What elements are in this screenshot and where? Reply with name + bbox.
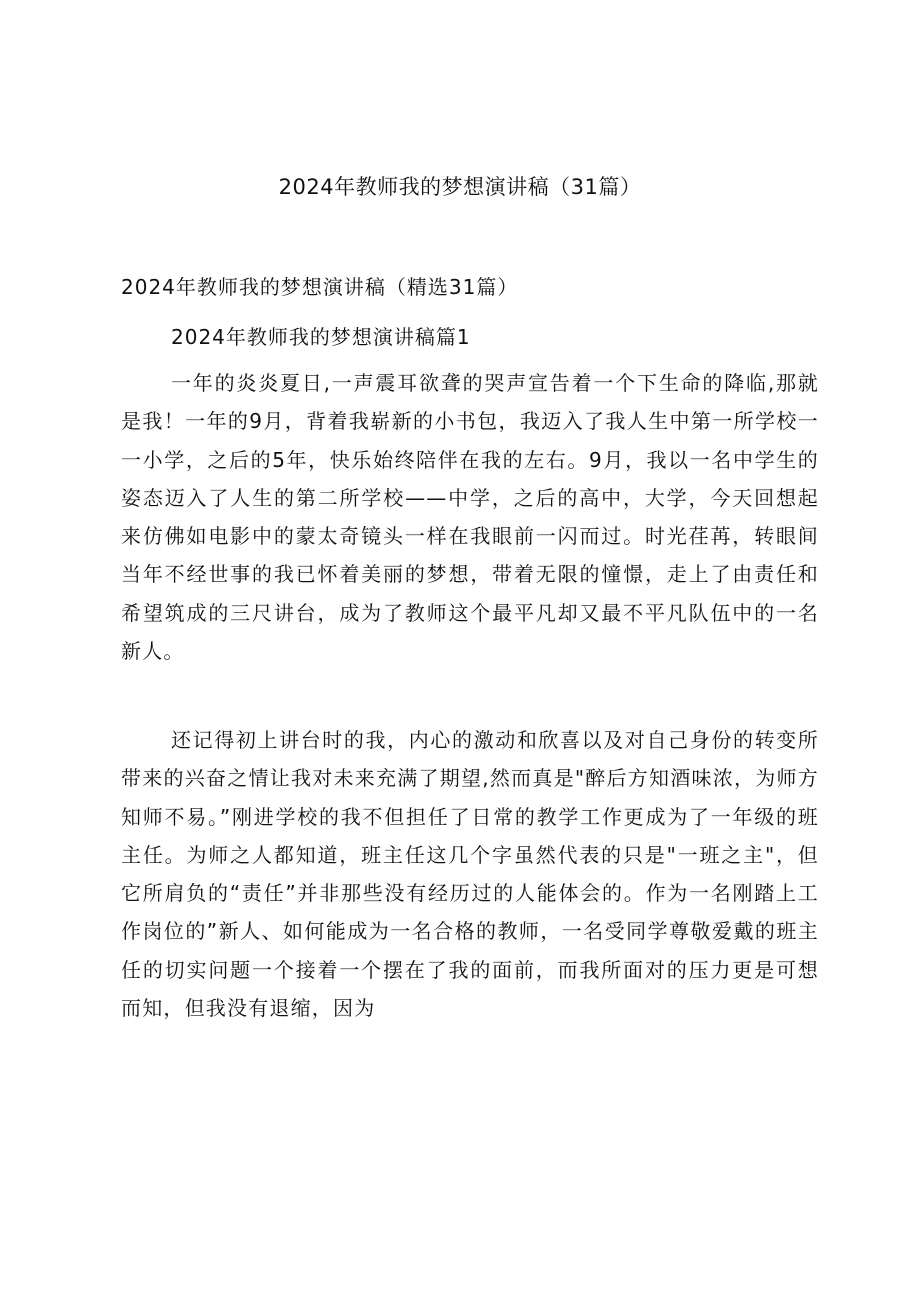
document-subtitle: 2024年教师我的梦想演讲稿（精选31篇） — [121, 275, 519, 299]
body-paragraph-1: 一年的炎炎夏日,一声震耳欲聋的哭声宣告着一个下生命的降临,那就是我！一年的9月，背着我崭新的小书包，我迈入了我人生中第一所学校一一小学，之后的5年，快乐始终陪伴在我的左右。9月，我以一名中学生的姿态迈入了人生的第二所学校——中学，之后的高中，大学，今天回想起来仿佛如电影中的蒙太奇镜头一样在我眼前一闪而过。时光荏苒，转眼间当年不经世事的我已怀着美丽的梦想，带着无限的憧憬，走上了由责任和希望筑成的三尺讲台，成为了教师这个最平凡却又最不平凡队伍中的一名新人。 — [121, 371, 819, 664]
section-heading: 2024年教师我的梦想演讲稿篇1 — [171, 325, 471, 349]
document-title: 2024年教师我的梦想演讲稿（31篇） — [278, 175, 642, 199]
body-paragraph-2: 还记得初上讲台时的我，内心的激动和欣喜以及对自己身份的转变所带来的兴奋之情让我对未来充满了期望,然而真是"醉后方知酒味浓，为师方知师不易。”刚进学校的我不但担任了日常的教学工作更成为了一年级的班主任。为师之人都知道，班主任这几个字虽然代表的只是"一班之主"，但它所肩负的“责任”并非那些没有经历过的人能体会的。作为一名刚踏上工作岗位的”新人、如何能成为一名合格的教师，一名受同学尊敬爱戴的班主任的切实问题一个接着一个摆在了我的面前，而我所面对的压力更是可想而知，但我没有退缩，因为 — [121, 728, 819, 1021]
